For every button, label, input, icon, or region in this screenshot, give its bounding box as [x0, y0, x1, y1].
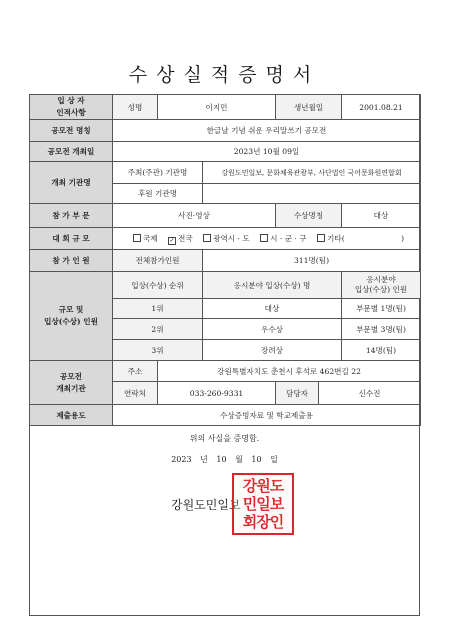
- scale-option-metro[interactable]: 광역시 · 도: [203, 233, 250, 244]
- award-name-label: 수상명칭: [276, 204, 342, 228]
- org-label: 공모전 개최기관: [30, 361, 113, 405]
- issue-date: 2023 년 10 월 10 일: [171, 455, 278, 464]
- manager-label: 담당자: [276, 382, 319, 405]
- manager-value: 신수진: [319, 382, 421, 405]
- prize-header-name: 응시분야 입상(수상) 명: [203, 272, 342, 299]
- certificate-form-table: [29, 94, 421, 426]
- prize-header-rank: 입상(수상) 순위: [113, 272, 203, 299]
- contact-label: 연락처: [113, 382, 158, 405]
- official-seal-stamp: [232, 473, 294, 535]
- name-value: 이지민: [158, 95, 276, 120]
- checkbox-checked-icon: ✓: [169, 236, 175, 244]
- scale-row: [30, 228, 421, 250]
- checkbox-icon: [260, 234, 268, 242]
- contest-name-label: 공모전 명칭: [30, 120, 113, 142]
- prize-rank: 1위: [113, 299, 203, 319]
- prize-header-count: 응시분야 입상(수상) 인원: [342, 272, 421, 299]
- applicant-label: 입 상 자 인적사항: [30, 95, 113, 120]
- prize-count: 부문별 1명(팀): [342, 299, 421, 319]
- contact-value: 033-260-9331: [158, 382, 276, 405]
- scale-close-paren: ): [401, 233, 405, 243]
- scale-option-national[interactable]: ✓ 전국: [169, 233, 193, 244]
- organizer-label: 주최(주관) 기관명: [113, 162, 203, 184]
- category-value: 사진·영상: [113, 204, 276, 228]
- confirmation-text: 위의 사실을 증명함.: [189, 434, 260, 443]
- contest-name-row: [30, 120, 421, 142]
- prize-count: 부문별 3명(팀): [342, 319, 421, 340]
- scale-option-other[interactable]: 기타(: [317, 233, 345, 244]
- scale-options: [113, 228, 421, 250]
- seal-line: 민일보: [242, 495, 284, 513]
- name-label: 성명: [113, 95, 158, 120]
- prize-label: 규모 및 입상(수상) 인원: [30, 272, 113, 361]
- contest-name-value: 한글날 기념 쉬운 우리말쓰기 공모전: [113, 120, 421, 142]
- purpose-label: 제출용도: [30, 405, 113, 426]
- prize-name: 우수상: [203, 319, 342, 340]
- purpose-value: 수상증빙자료 및 학교제출용: [113, 405, 421, 426]
- contest-date-label: 공모전 개최일: [30, 142, 113, 162]
- seal-line: 강원도: [242, 477, 284, 495]
- prize-rank: 2위: [113, 319, 203, 340]
- birth-value: 2001.08.21: [342, 95, 421, 120]
- category-row: [30, 204, 421, 228]
- host-label: 개최 기관명: [30, 162, 113, 204]
- prize-name: 장려상: [203, 340, 342, 361]
- total-label: 전체참가인원: [113, 250, 203, 272]
- category-label: 참 가 부 문: [30, 204, 113, 228]
- sponsor-value: [203, 184, 421, 204]
- participants-row: [30, 250, 421, 272]
- birth-label: 생년월일: [276, 95, 342, 120]
- prize-name: 대상: [203, 299, 342, 319]
- participants-label: 참 가 인 원: [30, 250, 113, 272]
- applicant-row: [30, 95, 421, 120]
- checkbox-icon: [203, 234, 211, 242]
- prize-header-row: [30, 272, 421, 299]
- scale-option-city[interactable]: 시 · 군 · 구: [260, 233, 307, 244]
- scale-label: 대 회 규 모: [30, 228, 113, 250]
- contest-date-row: [30, 142, 421, 162]
- contest-date-value: 2023년 10월 09일: [113, 142, 421, 162]
- prize-rank: 3위: [113, 340, 203, 361]
- award-name-value: 대상: [342, 204, 421, 228]
- seal-line: 회장인: [242, 513, 284, 531]
- purpose-row: [30, 405, 421, 426]
- address-label: 주소: [113, 361, 158, 382]
- document-title: 수상실적증명서: [128, 64, 321, 86]
- prize-count: 14명(팀): [342, 340, 421, 361]
- total-value: 311명(팀): [203, 250, 421, 272]
- address-value: 강원특별자치도 춘천시 후석로 462번길 22: [158, 361, 421, 382]
- scale-option-international[interactable]: 국제: [133, 233, 158, 244]
- organizer-row: [30, 162, 421, 184]
- organizer-value: 강원도민일보, 문화체육관광부, 사단법인 국어문화원연합회: [203, 162, 421, 184]
- checkbox-icon: [317, 234, 325, 242]
- checkbox-icon: [133, 234, 141, 242]
- sponsor-label: 후원 기관명: [113, 184, 203, 204]
- issuer-name: 강원도민일보: [171, 498, 241, 512]
- address-row: [30, 361, 421, 382]
